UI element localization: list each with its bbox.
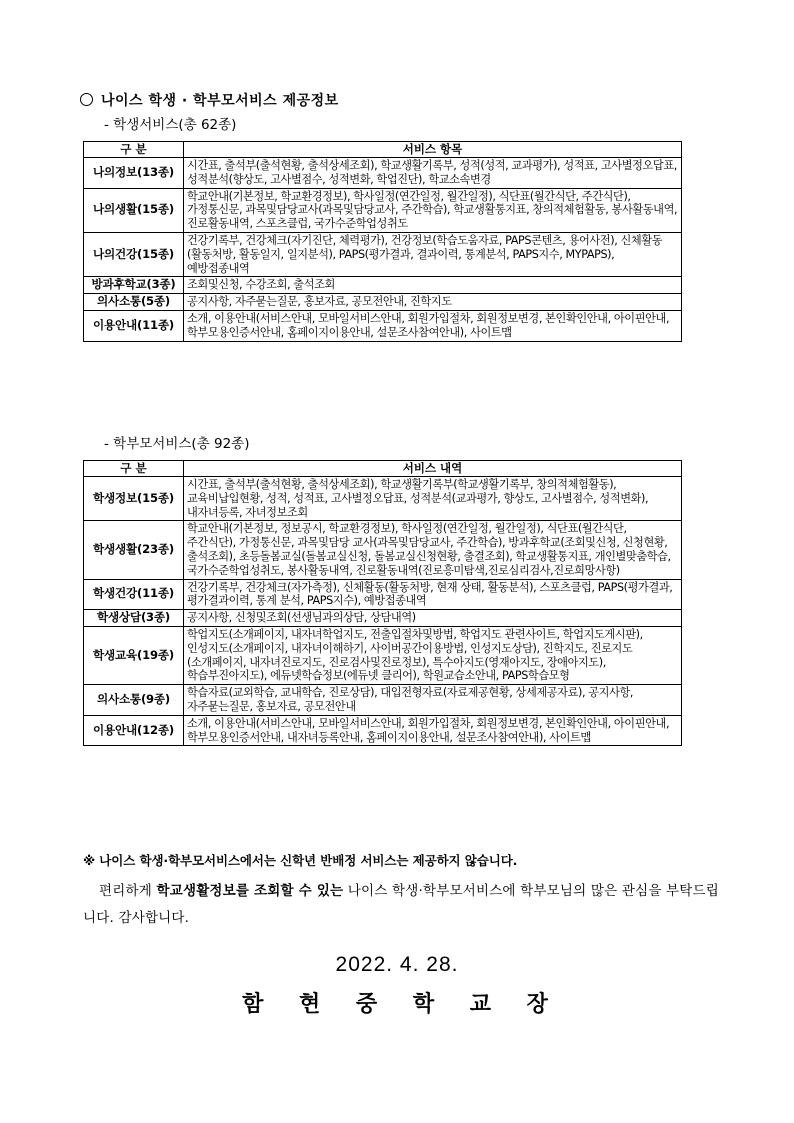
table-header-row	[84, 142, 682, 158]
row-items: 학교안내(기본정보, 정보공시, 학교환경정보), 학사일정(연간일정, 월간일정), 식단표(월간식단, 주간식단), 가정통신문, 과목및담당 교사(과목및담당교사, 주간학습), 방과후학교(조회및신청, 신청현황, 출석조회), 초등돌봄교실(돌봄교실신청, 돌봄교실신청현황, 출결조회), 학교생활통지표, 개인별맞춤학습, 국가수준학업성취도, 봉사활동내역, 진로활동내역(진로흥미탐색,진로심리검사,진로희망사항)	[184, 521, 682, 579]
row-category: 학생교육(19종)	[84, 626, 184, 684]
row-items: 학업지도(소개페이지, 내자녀학업지도, 전출입절차및방법, 학업지도 관련사이트, 학업지도게시판), 인성지도(소개페이지, 내자녀이해하기, 사이버공간이용방법, 인성지도상담), 진학지도, 진로지도(소개페이지, 내자녀진로지도, 진로검사및진로정보), 특수아지도(영재아지도, 장애아지도), 학습부진아지도), 에듀넷학습정보(에듀넷 클리어), 학원교습소안내, PAPS학습모형	[184, 626, 682, 684]
footnote: ※ 나이스 학생·학부모서비스에서는 신학년 반배정 서비스는 제공하지 않습니다.	[83, 853, 518, 868]
row-items: 시간표, 출석부(출석현황, 출석상세조회), 학교생활기록부, 성적(성적, 교과평가), 성적표, 고사별정오답표, 성적분석(향상도, 고사별점수, 성적변화, 학업진단), 학교소속변경	[184, 158, 682, 189]
row-category: 의사소통(5종)	[84, 294, 184, 311]
row-category: 이용안내(12종)	[84, 715, 184, 746]
circle-bullet-icon	[80, 93, 93, 106]
table-row	[84, 610, 682, 627]
row-category: 나의생활(15종)	[84, 188, 184, 232]
row-items: 소개, 이용안내(서비스안내, 모바일서비스안내, 회원가입절차, 회원정보변경, 본인확인안내, 아이핀안내, 학부모용인증서안내, 홈페이지이용안내, 설문조사참여안내), 사이트맵	[184, 310, 682, 341]
row-items: 공지사항, 자주묻는질문, 홍보자료, 공모전안내, 진학지도	[184, 294, 682, 311]
row-category: 방과후학교(3종)	[84, 277, 184, 294]
table-row	[84, 521, 682, 579]
table-row	[84, 579, 682, 610]
row-category: 학생정보(15종)	[84, 477, 184, 521]
closing-paragraph	[83, 878, 723, 932]
row-items: 소개, 이용안내(서비스안내, 모바일서비스안내, 회원가입절차, 회원정보변경, 본인확인안내, 아이핀안내, 학부모용인증서안내, 내자녀등록안내, 홈페이지이용안내, 설문조사참여안내), 사이트맵	[184, 715, 682, 746]
row-category: 학생건강(11종)	[84, 579, 184, 610]
header-category: 구 분	[84, 142, 184, 158]
table-row	[84, 685, 682, 716]
row-category: 이용안내(11종)	[84, 310, 184, 341]
row-items: 시간표, 출석부(출석현황, 출석상세조회), 학교생활기록부(학교생활기록부, 창의적체험활동), 교육비납입현황, 성적, 성적표, 고사별정오답표, 성적분석(교과평가, 향상도, 고사별점수, 성적변화), 내자녀등록, 자녀정보조회	[184, 477, 682, 521]
row-items: 학습자료(교외학습, 교내학습, 진로상담), 대입전형자료(자료제공현황, 상세제공자료), 공지사항, 자주묻는질문, 홍보자료, 공모전안내	[184, 685, 682, 716]
row-items: 공지사항, 신청및조회(선생님과의상담, 상담내역)	[184, 610, 682, 627]
row-category: 학생생활(23종)	[84, 521, 184, 579]
student-service-subtitle: - 학생서비스(총 62종)	[104, 117, 237, 133]
paragraph-tail: 나이스 학생·학부모서비스에 학부모님의 많은 관심을 부탁드립니다. 감사합니다.	[83, 883, 720, 926]
header-category: 구 분	[84, 461, 184, 477]
row-items: 학교안내(기본정보, 학교환경정보), 학사일정(연간일정, 월간일정), 식단표(월간식단, 주간식단), 가정통신문, 과목및담당교사(과목및담당교사, 주간학습), 학교생활통지표, 창의적체험활동, 봉사활동내역, 진로활동내역, 스포츠클럽, 국가수준학업성취도	[184, 188, 682, 232]
row-category: 나의정보(13종)	[84, 158, 184, 189]
table-row	[84, 310, 682, 341]
table-row	[84, 626, 682, 684]
signature: 함 현 중 학 교 장	[242, 992, 562, 1017]
table-row	[84, 188, 682, 232]
paragraph-emphasis: 학교생활정보를 조회할 수 있는	[156, 883, 344, 899]
paragraph-lead: 편리하게	[99, 883, 157, 899]
document-date: 2022. 4. 28.	[335, 953, 459, 976]
parent-service-table	[83, 460, 682, 746]
header-items: 서비스 항목	[184, 142, 682, 158]
table-row	[84, 158, 682, 189]
row-category: 의사소통(9종)	[84, 685, 184, 716]
parent-service-subtitle: - 학부모서비스(총 92종)	[104, 436, 250, 452]
row-items: 조회및신청, 수강조회, 출석조회	[184, 277, 682, 294]
row-category: 나의건강(15종)	[84, 232, 184, 276]
table-row	[84, 477, 682, 521]
section-title	[80, 90, 339, 110]
row-category: 학생상담(3종)	[84, 610, 184, 627]
section-title-text: 나이스 학생 · 학부모서비스 제공정보	[101, 93, 339, 109]
row-items: 건강기록부, 건강체크(자가측정), 신체활동(활동처방, 현재 상태, 활동분석), 스포츠클럽, PAPS(평가결과, 평가결과이력, 통계 분석, PAPS지수), 예방접종내역	[184, 579, 682, 610]
row-items: 건강기록부, 건강체크(자기진단, 체력평가), 건강정보(학습도움자료, PAPS콘텐츠, 용어사전), 신체활동(활동처방, 활동일지, 일지분석), PAPS(평가결과, 결과이력, 통계분석, PAPS지수, MYPAPS), 예방접종내역	[184, 232, 682, 276]
student-service-table	[83, 141, 682, 342]
table-row	[84, 277, 682, 294]
table-header-row	[84, 461, 682, 477]
table-row	[84, 715, 682, 746]
header-items: 서비스 내역	[184, 461, 682, 477]
table-row	[84, 294, 682, 311]
table-row	[84, 232, 682, 276]
